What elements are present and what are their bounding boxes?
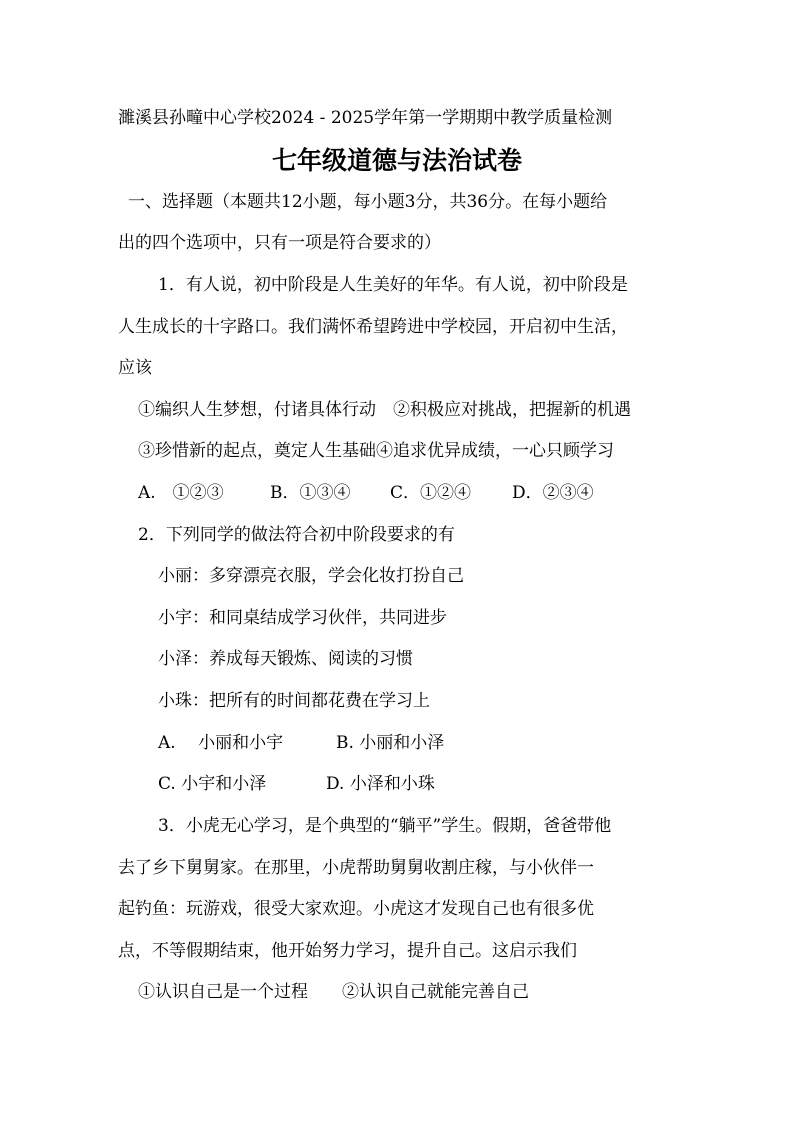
q1-option-b[interactable]: B．①③④	[270, 483, 351, 503]
q1-stem-line-2: 人生成长的十字路口。我们满怀希望跨进中学校园，开启初中生活，	[118, 317, 628, 337]
q3-stem-line-2: 去了乡下舅舅家。在那里，小虎帮助舅舅收割庄稼，与小伙伴一	[118, 858, 594, 878]
section-intro-line-1: 一、选择题（本题共12小题，每小题3分，共36分。在每小题给	[128, 192, 608, 212]
q2-stem-line-1: 2．下列同学的做法符合初中阶段要求的有	[138, 525, 455, 545]
q2-option-c[interactable]: C. 小宇和小泽	[158, 774, 267, 794]
q3-stem-line-3: 起钓鱼：玩游戏，很受大家欢迎。小虎这才发现自己也有很多优	[118, 899, 594, 919]
q1-stem-line-1: 1．有人说，初中阶段是人生美好的年华。有人说，初中阶段是	[158, 275, 628, 295]
school-exam-header: 濉溪县孙疃中心学校2024 - 2025学年第一学期期中教学质量检测	[118, 108, 613, 128]
q1-item-line-1: ①编织人生梦想，付诸具体行动 ②积极应对挑战，把握新的机遇	[138, 400, 631, 420]
q1-option-d[interactable]: D．②③④	[512, 483, 594, 503]
section-intro-line-2: 出的四个选项中，只有一项是符合要求的）	[118, 233, 441, 253]
q2-item-line-2: 小宇：和同桌结成学习伙伴，共同进步	[158, 608, 447, 628]
q3-stem-line-1: 3．小虎无心学习，是个典型的“躺平”学生。假期，爸爸带他	[158, 816, 612, 836]
q2-option-a[interactable]: A. 小丽和小宇	[158, 733, 284, 753]
q1-stem-line-3: 应该	[118, 358, 152, 378]
q3-item-line-1: ①认识自己是一个过程 ②认识自己就能完善自己	[138, 982, 529, 1002]
q2-item-line-3: 小泽：养成每天锻炼、阅读的习惯	[158, 649, 413, 669]
q1-option-a[interactable]: A. ①②③	[138, 483, 224, 503]
q2-option-b[interactable]: B. 小丽和小泽	[336, 733, 445, 753]
q2-item-line-1: 小丽：多穿漂亮衣服，学会化妆打扮自己	[158, 566, 464, 586]
exam-title: 七年级道德与法治试卷	[271, 146, 522, 175]
q1-option-c[interactable]: C．①②④	[390, 483, 472, 503]
q2-option-d[interactable]: D. 小泽和小珠	[326, 774, 435, 794]
q1-item-line-2: ③珍惜新的起点，奠定人生基础④追求优异成绩，一心只顾学习	[138, 441, 614, 461]
q3-stem-line-4: 点，不等假期结束，他开始努力学习，提升自己。这启示我们	[118, 941, 577, 961]
q2-item-line-4: 小珠：把所有的时间都花费在学习上	[158, 691, 430, 711]
